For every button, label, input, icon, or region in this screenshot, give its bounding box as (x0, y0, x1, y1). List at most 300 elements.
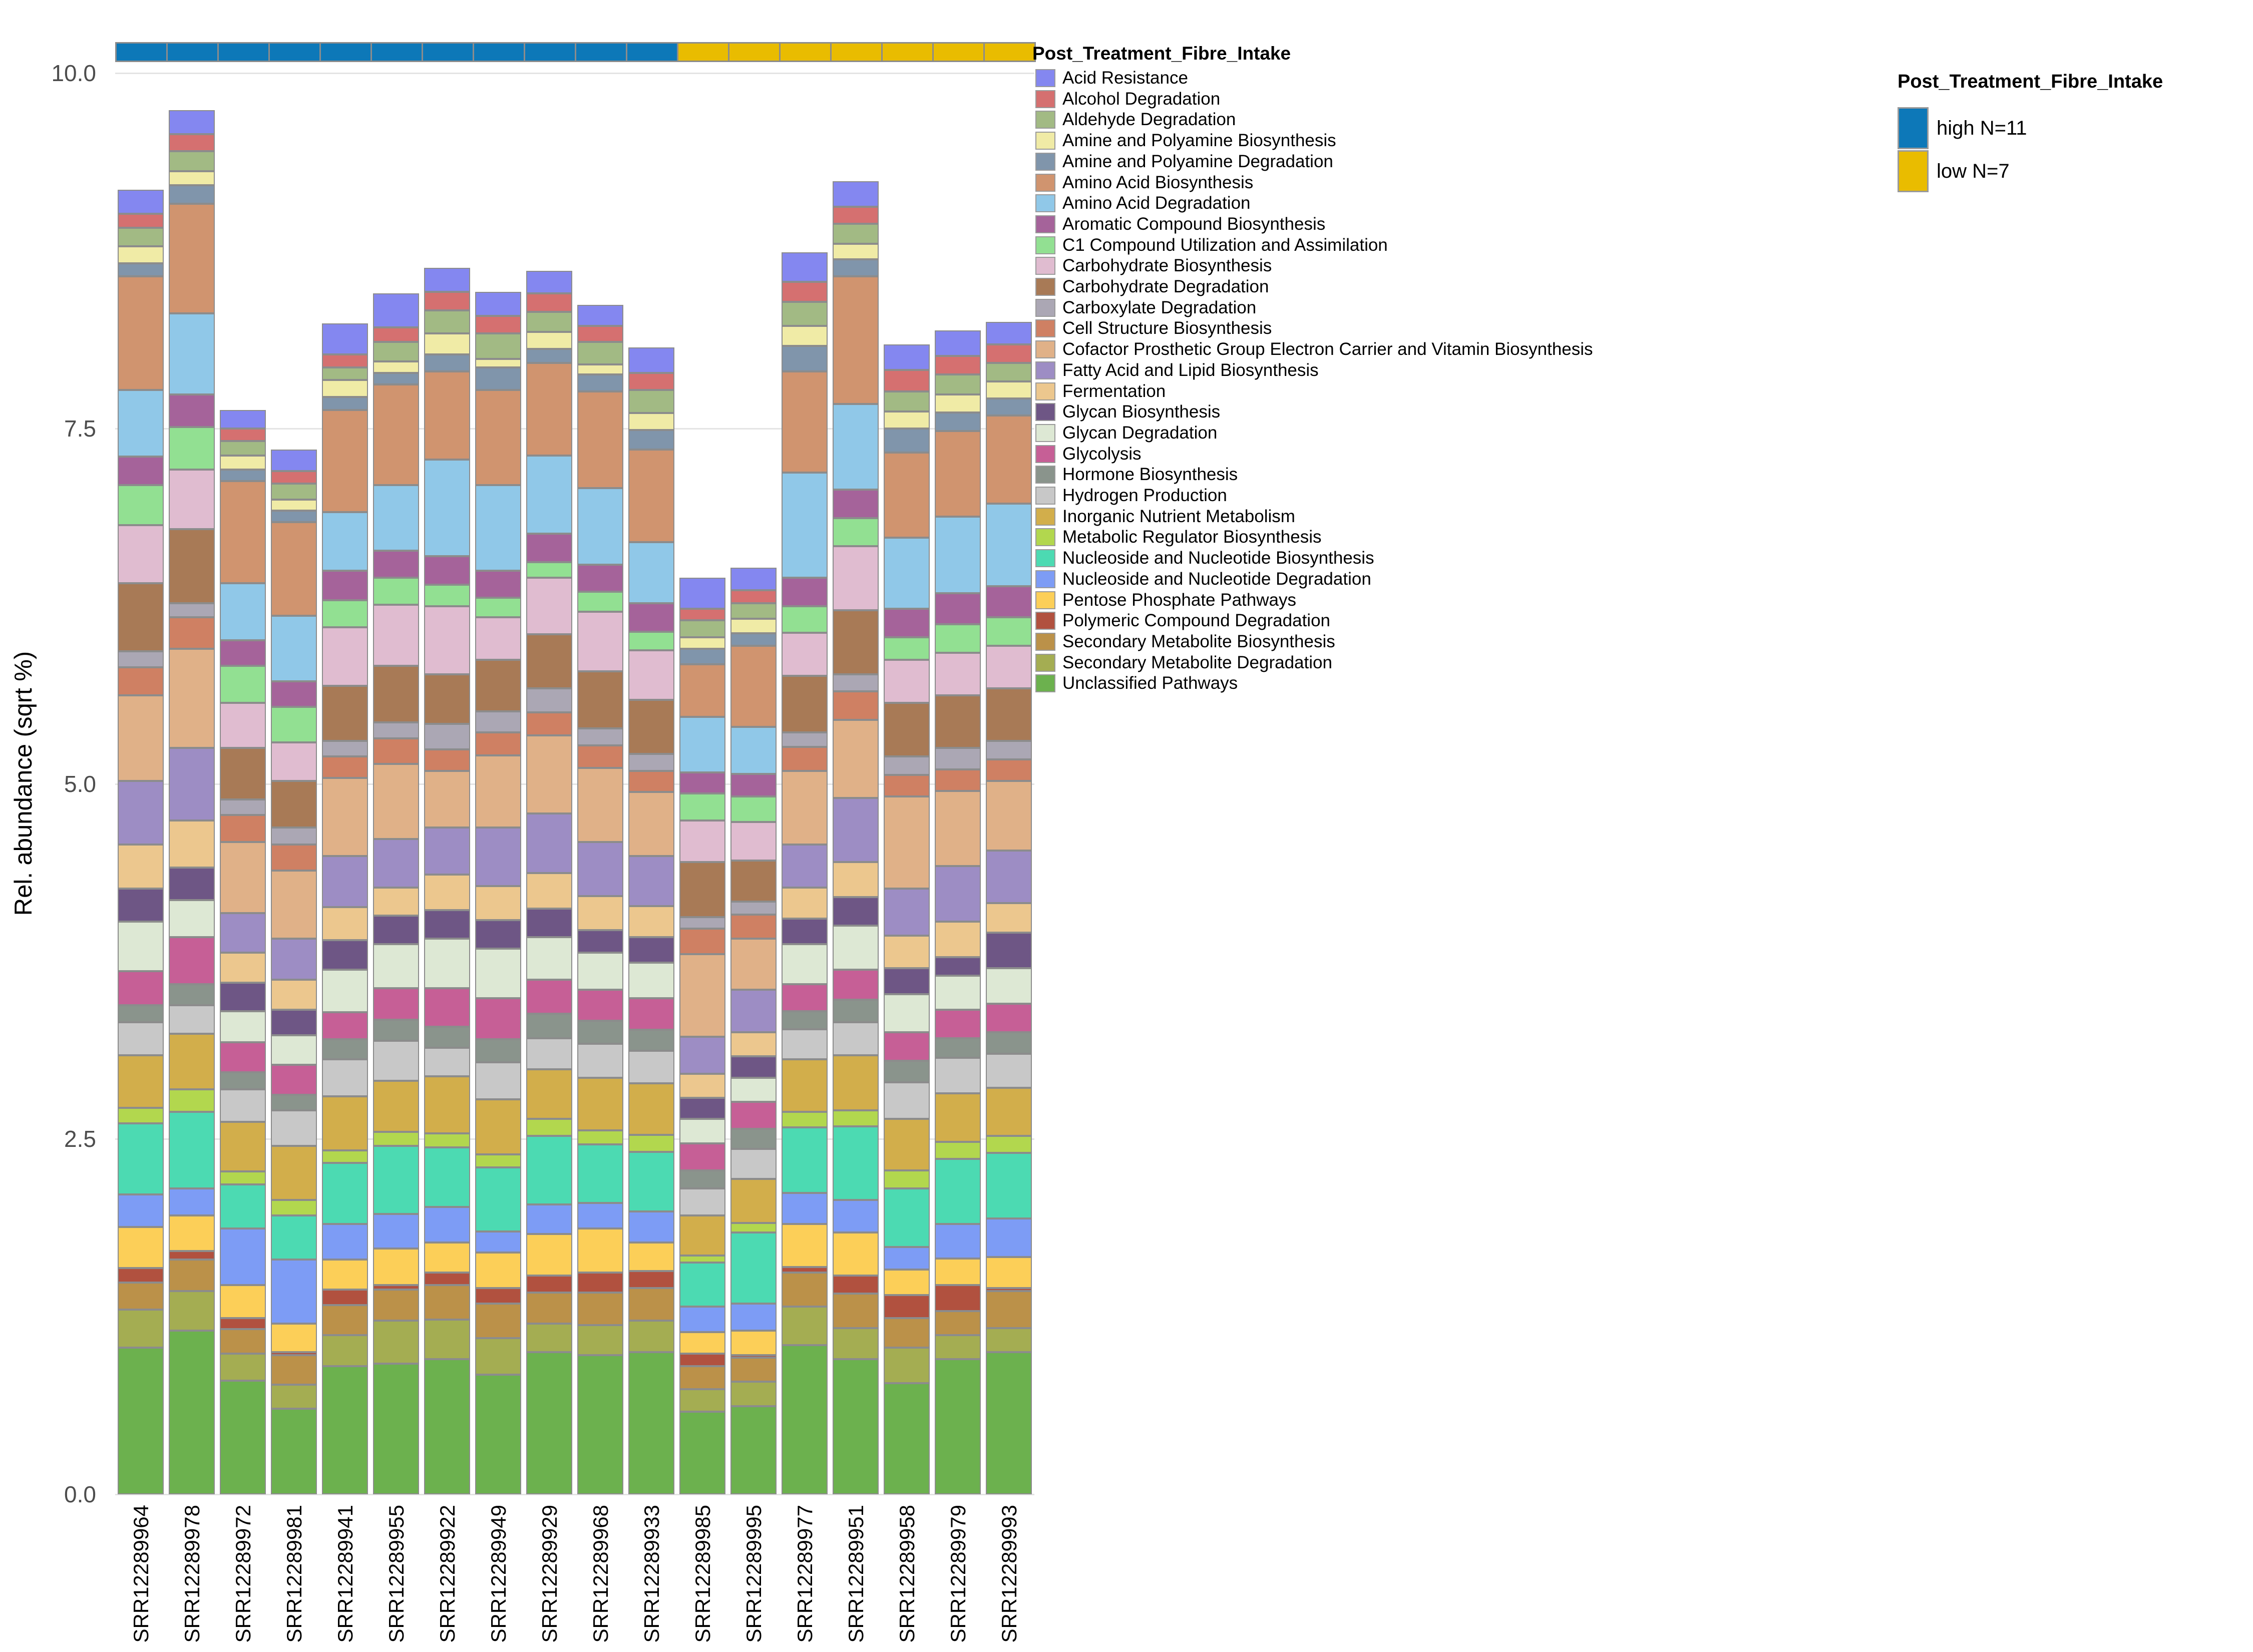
bar-segment (424, 828, 470, 875)
bar-segment (833, 720, 879, 798)
bar-segment (322, 1224, 368, 1260)
legend-label: Nucleoside and Nucleotide Degradation (1062, 569, 1371, 589)
strip-cell-SRR12289955 (370, 42, 423, 62)
bar-segment (935, 748, 981, 769)
bar-segment (322, 970, 368, 1012)
bar-segment (271, 742, 317, 781)
x-label-SRR12289958: SRR12289958 (895, 1505, 919, 1643)
bar-segment (833, 1000, 879, 1022)
bar-segment (884, 429, 930, 453)
legend-label: Hormone Biosynthesis (1062, 465, 1238, 485)
bar-segment (679, 1143, 725, 1170)
legend-item-pathway (1035, 152, 1333, 172)
bar-segment (935, 394, 981, 413)
bar-segment (271, 511, 317, 522)
bar-segment (169, 617, 215, 648)
bar-segment (782, 1127, 828, 1193)
bar-segment (475, 333, 521, 359)
bar-segment (373, 666, 419, 723)
bar-segment (782, 845, 828, 887)
bar-segment (577, 1130, 623, 1144)
bar-segment (169, 394, 215, 427)
bar-segment (118, 1227, 164, 1268)
legend-item-pathway (1035, 673, 1238, 693)
legend-label: Polymeric Compound Degradation (1062, 611, 1330, 631)
bar-segment (730, 990, 777, 1032)
bar-segment (373, 578, 419, 605)
bar-segment (884, 1247, 930, 1270)
bar-segment (475, 886, 521, 920)
bar-segment (169, 1331, 215, 1494)
bar-segment (322, 571, 368, 601)
bar-segment (475, 316, 521, 333)
bar-segment (475, 1253, 521, 1288)
bar-segment (884, 968, 930, 994)
bar-segment (271, 1355, 317, 1385)
x-label-SRR12289955: SRR12289955 (385, 1505, 408, 1643)
legend-label: Secondary Metabolite Degradation (1062, 652, 1332, 672)
bar-segment (935, 517, 981, 593)
bar-segment (782, 1307, 828, 1345)
bar-segment (271, 707, 317, 742)
bar-segment (577, 612, 623, 671)
bar-segment (577, 374, 623, 391)
bar-segment (628, 1211, 674, 1243)
bar-segment (782, 919, 828, 944)
bar-segment (322, 756, 368, 778)
legend-swatch (1035, 132, 1055, 150)
bar-segment (679, 609, 725, 620)
y-tick-label: 5.0 (64, 770, 96, 797)
bar-segment (373, 738, 419, 764)
legend-label: Cell Structure Biosynthesis (1062, 318, 1272, 338)
legend-label: Aldehyde Degradation (1062, 110, 1236, 130)
bar-segment (986, 381, 1032, 398)
y-tick-label: 10.0 (51, 60, 96, 86)
legend-item-pathway (1035, 256, 1272, 276)
bar-segment (424, 771, 470, 828)
bar-segment (220, 1171, 266, 1184)
bar-segment (679, 578, 725, 609)
bar-segment (679, 1389, 725, 1412)
bar-segment (526, 813, 572, 873)
legend-item-pathway (1035, 193, 1251, 213)
bar-segment (169, 171, 215, 185)
bar-segment (169, 868, 215, 900)
legend-label: Acid Resistance (1062, 68, 1188, 88)
bar-segment (730, 822, 777, 861)
bar-segment (884, 936, 930, 968)
bar-segment (577, 391, 623, 488)
bar-segment (169, 1188, 215, 1215)
bar-segment (220, 1285, 266, 1318)
bar-segment (833, 1294, 879, 1328)
bar-segment (169, 427, 215, 470)
bar-segment (118, 246, 164, 263)
bar-segment (169, 1291, 215, 1331)
bar-segment (935, 1010, 981, 1038)
bar-segment (424, 1285, 470, 1319)
legend-swatch (1898, 150, 1929, 192)
legend-item-pathway (1035, 339, 1593, 359)
bar-segment (679, 1263, 725, 1307)
bar-segment (935, 593, 981, 624)
bar-segment (782, 346, 828, 371)
bar-segment (271, 845, 317, 870)
bar-segment (322, 410, 368, 512)
bar-SRR12289958 (884, 344, 930, 1494)
bar-segment (628, 390, 674, 412)
legend-label: Nucleoside and Nucleotide Biosynthesis (1062, 548, 1374, 568)
bar-segment (782, 888, 828, 919)
legend-item-pathway (1035, 527, 1321, 547)
bar-segment (679, 862, 725, 918)
bar-segment (322, 741, 368, 756)
bar-segment (935, 695, 981, 748)
bar-segment (730, 646, 777, 727)
bar-segment (986, 1257, 1032, 1288)
bar-segment (271, 1260, 317, 1324)
bar-segment (118, 889, 164, 921)
bar-segment (475, 1099, 521, 1155)
bar-segment (220, 1184, 266, 1228)
bar-segment (118, 228, 164, 246)
bar-segment (782, 747, 828, 771)
bar-segment (424, 1320, 470, 1359)
strip-cell-SRR12289933 (626, 42, 678, 62)
bar-segment (730, 861, 777, 902)
bar-segment (833, 490, 879, 518)
bar-segment (935, 330, 981, 356)
bar-segment (220, 983, 266, 1011)
legend-item-pathway (1035, 507, 1295, 527)
legend-swatch (1035, 236, 1055, 254)
bar-segment (679, 1366, 725, 1389)
bar-segment (935, 1285, 981, 1311)
legend-swatch (1035, 382, 1055, 400)
bar-segment (526, 293, 572, 312)
bar-segment (679, 917, 725, 929)
bar-segment (118, 485, 164, 525)
bar-segment (220, 1354, 266, 1381)
bar-segment (730, 796, 777, 822)
bar-segment (935, 957, 981, 976)
bar-segment (833, 1022, 879, 1055)
bar-segment (782, 984, 828, 1011)
bar-segment (730, 727, 777, 774)
legend-label: Aromatic Compound Biosynthesis (1062, 214, 1326, 234)
bar-segment (424, 371, 470, 460)
bar-segment (373, 1249, 419, 1286)
bar-segment (730, 1078, 777, 1102)
bar-segment (782, 473, 828, 578)
bar-segment (526, 634, 572, 688)
legend-label: Glycan Degradation (1062, 423, 1218, 443)
bar-segment (526, 1069, 572, 1119)
bar-segment (526, 1136, 572, 1204)
bar-segment (373, 1041, 419, 1080)
legend-swatch (1035, 90, 1055, 108)
bar-segment (220, 703, 266, 748)
bar-segment (986, 416, 1032, 504)
bar-segment (679, 1037, 725, 1074)
bar-segment (577, 326, 623, 341)
bar-segment (884, 1383, 930, 1494)
bar-segment (577, 1228, 623, 1273)
bar-segment (628, 1083, 674, 1134)
bar-segment (935, 1359, 981, 1494)
bar-segment (730, 1056, 777, 1078)
bar-segment (526, 1234, 572, 1275)
bar-segment (782, 633, 828, 675)
bar-segment (935, 1335, 981, 1359)
bar-segment (169, 529, 215, 603)
bar-segment (526, 1204, 572, 1234)
x-label-SRR12289922: SRR12289922 (436, 1505, 459, 1643)
legend-item-pathway (1035, 381, 1166, 401)
strip-cell-SRR12289972 (217, 42, 270, 62)
bar-segment (526, 562, 572, 578)
bar-SRR12289941 (322, 323, 368, 1494)
bar-segment (833, 259, 879, 276)
bar-segment (475, 755, 521, 828)
bar-segment (628, 700, 674, 754)
bar-segment (628, 1152, 674, 1211)
bar-segment (271, 1324, 317, 1352)
bar-segment (118, 1310, 164, 1348)
legend-item-pathway (1035, 402, 1220, 422)
bar-segment (169, 110, 215, 134)
bar-segment (884, 703, 930, 757)
bar-segment (169, 204, 215, 313)
bar-segment (118, 651, 164, 667)
bar-segment (833, 926, 879, 970)
bar-segment (220, 748, 266, 799)
bar-segment (169, 1034, 215, 1089)
bar-segment (118, 1268, 164, 1282)
bar-segment (628, 771, 674, 792)
bar-segment (526, 873, 572, 909)
bar-segment (373, 293, 419, 327)
strip-cell-SRR12289995 (728, 42, 781, 62)
bar-segment (271, 450, 317, 471)
bar-segment (271, 980, 317, 1010)
bar-segment (782, 578, 828, 606)
bar-segment (884, 1188, 930, 1247)
gridline-10.0 (115, 73, 1034, 74)
bar-segment (271, 939, 317, 980)
bar-segment (628, 413, 674, 430)
bar-segment (220, 815, 266, 842)
bar-segment (118, 845, 164, 889)
bar-segment (986, 363, 1032, 381)
bar-segment (884, 609, 930, 637)
bar-segment (986, 344, 1032, 363)
bar-segment (220, 640, 266, 666)
bar-segment (220, 666, 266, 703)
bar-segment (935, 412, 981, 431)
bar-segment (577, 305, 623, 326)
bar-segment (526, 363, 572, 456)
bar-segment (526, 349, 572, 363)
bar-segment (679, 1412, 725, 1494)
bar-segment (730, 1032, 777, 1056)
bar-segment (782, 1224, 828, 1267)
bar-segment (475, 998, 521, 1039)
bar-segment (373, 551, 419, 578)
bar-SRR12289977 (782, 252, 828, 1494)
bar-segment (628, 1030, 674, 1051)
x-label-SRR12289979: SRR12289979 (946, 1505, 970, 1643)
bar-segment (526, 312, 572, 332)
bar-segment (782, 252, 828, 282)
x-label-SRR12289978: SRR12289978 (180, 1505, 204, 1643)
bar-SRR12289972 (220, 410, 266, 1494)
bar-segment (271, 1409, 317, 1494)
bar-segment (424, 1243, 470, 1273)
bar-segment (833, 674, 879, 691)
legend-swatch (1035, 633, 1055, 651)
bar-segment (730, 590, 777, 603)
legend-item-pathway (1035, 318, 1272, 338)
legend-label: Fermentation (1062, 381, 1166, 401)
bar-segment (220, 913, 266, 953)
bar-segment (577, 488, 623, 565)
bar-segment (526, 271, 572, 293)
bar-segment (884, 1270, 930, 1295)
bar-SRR12289933 (628, 347, 674, 1494)
bar-segment (884, 453, 930, 538)
bar-segment (475, 711, 521, 733)
strip-cell-SRR12289958 (881, 42, 934, 62)
bar-segment (526, 1014, 572, 1038)
bar-segment (935, 1142, 981, 1159)
bar-segment (322, 323, 368, 354)
bar-segment (475, 359, 521, 367)
bar-segment (271, 828, 317, 845)
bar-segment (373, 1132, 419, 1146)
legend-swatch (1035, 194, 1055, 212)
bar-segment (118, 276, 164, 390)
legend-swatch (1035, 278, 1055, 296)
bar-segment (118, 1194, 164, 1227)
bar-segment (833, 897, 879, 926)
bar-segment (271, 1095, 317, 1110)
bar-segment (782, 944, 828, 984)
bar-segment (782, 1029, 828, 1059)
bar-segment (679, 717, 725, 772)
legend-swatch (1035, 445, 1055, 463)
strip-cell-SRR12289981 (268, 42, 321, 62)
bar-segment (628, 1271, 674, 1288)
bar-segment (220, 1122, 266, 1171)
bar-segment (833, 404, 879, 489)
bar-segment (526, 712, 572, 735)
bar-SRR12289995 (730, 568, 777, 1494)
bar-segment (935, 1159, 981, 1224)
bar-segment (986, 688, 1032, 741)
bar-segment (373, 1290, 419, 1321)
bar-segment (628, 937, 674, 963)
bar-segment (782, 326, 828, 346)
legend-swatch (1035, 528, 1055, 546)
bar-segment (169, 1251, 215, 1260)
bar-segment (833, 276, 879, 404)
bar-segment (730, 1179, 777, 1223)
bar-segment (628, 963, 674, 998)
bar-segment (322, 367, 368, 380)
legend-item-pathway (1035, 444, 1142, 464)
bar-segment (730, 1358, 777, 1382)
bar-segment (986, 1153, 1032, 1218)
bar-segment (322, 940, 368, 970)
bar-segment (884, 1170, 930, 1189)
bar-segment (526, 1119, 572, 1136)
bar-segment (986, 968, 1032, 1004)
bar-segment (986, 617, 1032, 646)
bar-segment (833, 862, 879, 898)
bar-segment (526, 534, 572, 562)
bar-segment (526, 1276, 572, 1293)
bar-segment (271, 471, 317, 484)
bar-segment (220, 1011, 266, 1042)
bar-segment (526, 578, 572, 635)
legend-item-pathway (1035, 214, 1325, 234)
bar-segment (118, 214, 164, 228)
bar-segment (424, 875, 470, 910)
bar-segment (628, 1321, 674, 1352)
bar-segment (220, 1228, 266, 1286)
bar-segment (833, 1200, 879, 1232)
bar-segment (118, 457, 164, 485)
bar-segment (577, 990, 623, 1021)
strip-cell-SRR12289978 (166, 42, 219, 62)
legend-item-pathway (1035, 569, 1371, 589)
bar-segment (730, 1102, 777, 1129)
bar-segment (424, 556, 470, 585)
bar-segment (169, 1112, 215, 1188)
bar-segment (322, 1366, 368, 1494)
legend-swatch (1035, 570, 1055, 588)
bar-segment (271, 1110, 317, 1146)
bar-segment (118, 781, 164, 845)
legend-swatch (1898, 107, 1929, 149)
bar-segment (782, 371, 828, 473)
legend-label: Amine and Polyamine Biosynthesis (1062, 131, 1336, 151)
bar-segment (220, 1089, 266, 1122)
x-label-SRR12289933: SRR12289933 (640, 1505, 663, 1643)
bar-segment (475, 617, 521, 660)
bar-segment (679, 954, 725, 1037)
legend-label: Glycan Biosynthesis (1062, 402, 1221, 422)
bar-segment (373, 722, 419, 738)
bar-segment (118, 390, 164, 457)
strip-cell-SRR12289985 (677, 42, 729, 62)
bar-segment (730, 1304, 777, 1331)
bar-segment (986, 504, 1032, 586)
bar-segment (577, 1355, 623, 1494)
bar-segment (730, 774, 777, 796)
bar-segment (628, 906, 674, 937)
bar-segment (475, 1375, 521, 1494)
bar-segment (679, 929, 725, 954)
legend-swatch (1035, 674, 1055, 692)
bar-segment (424, 310, 470, 333)
bar-segment (730, 902, 777, 915)
bar-SRR12289981 (271, 450, 317, 1494)
bar-segment (628, 603, 674, 632)
bar-segment (628, 542, 674, 603)
